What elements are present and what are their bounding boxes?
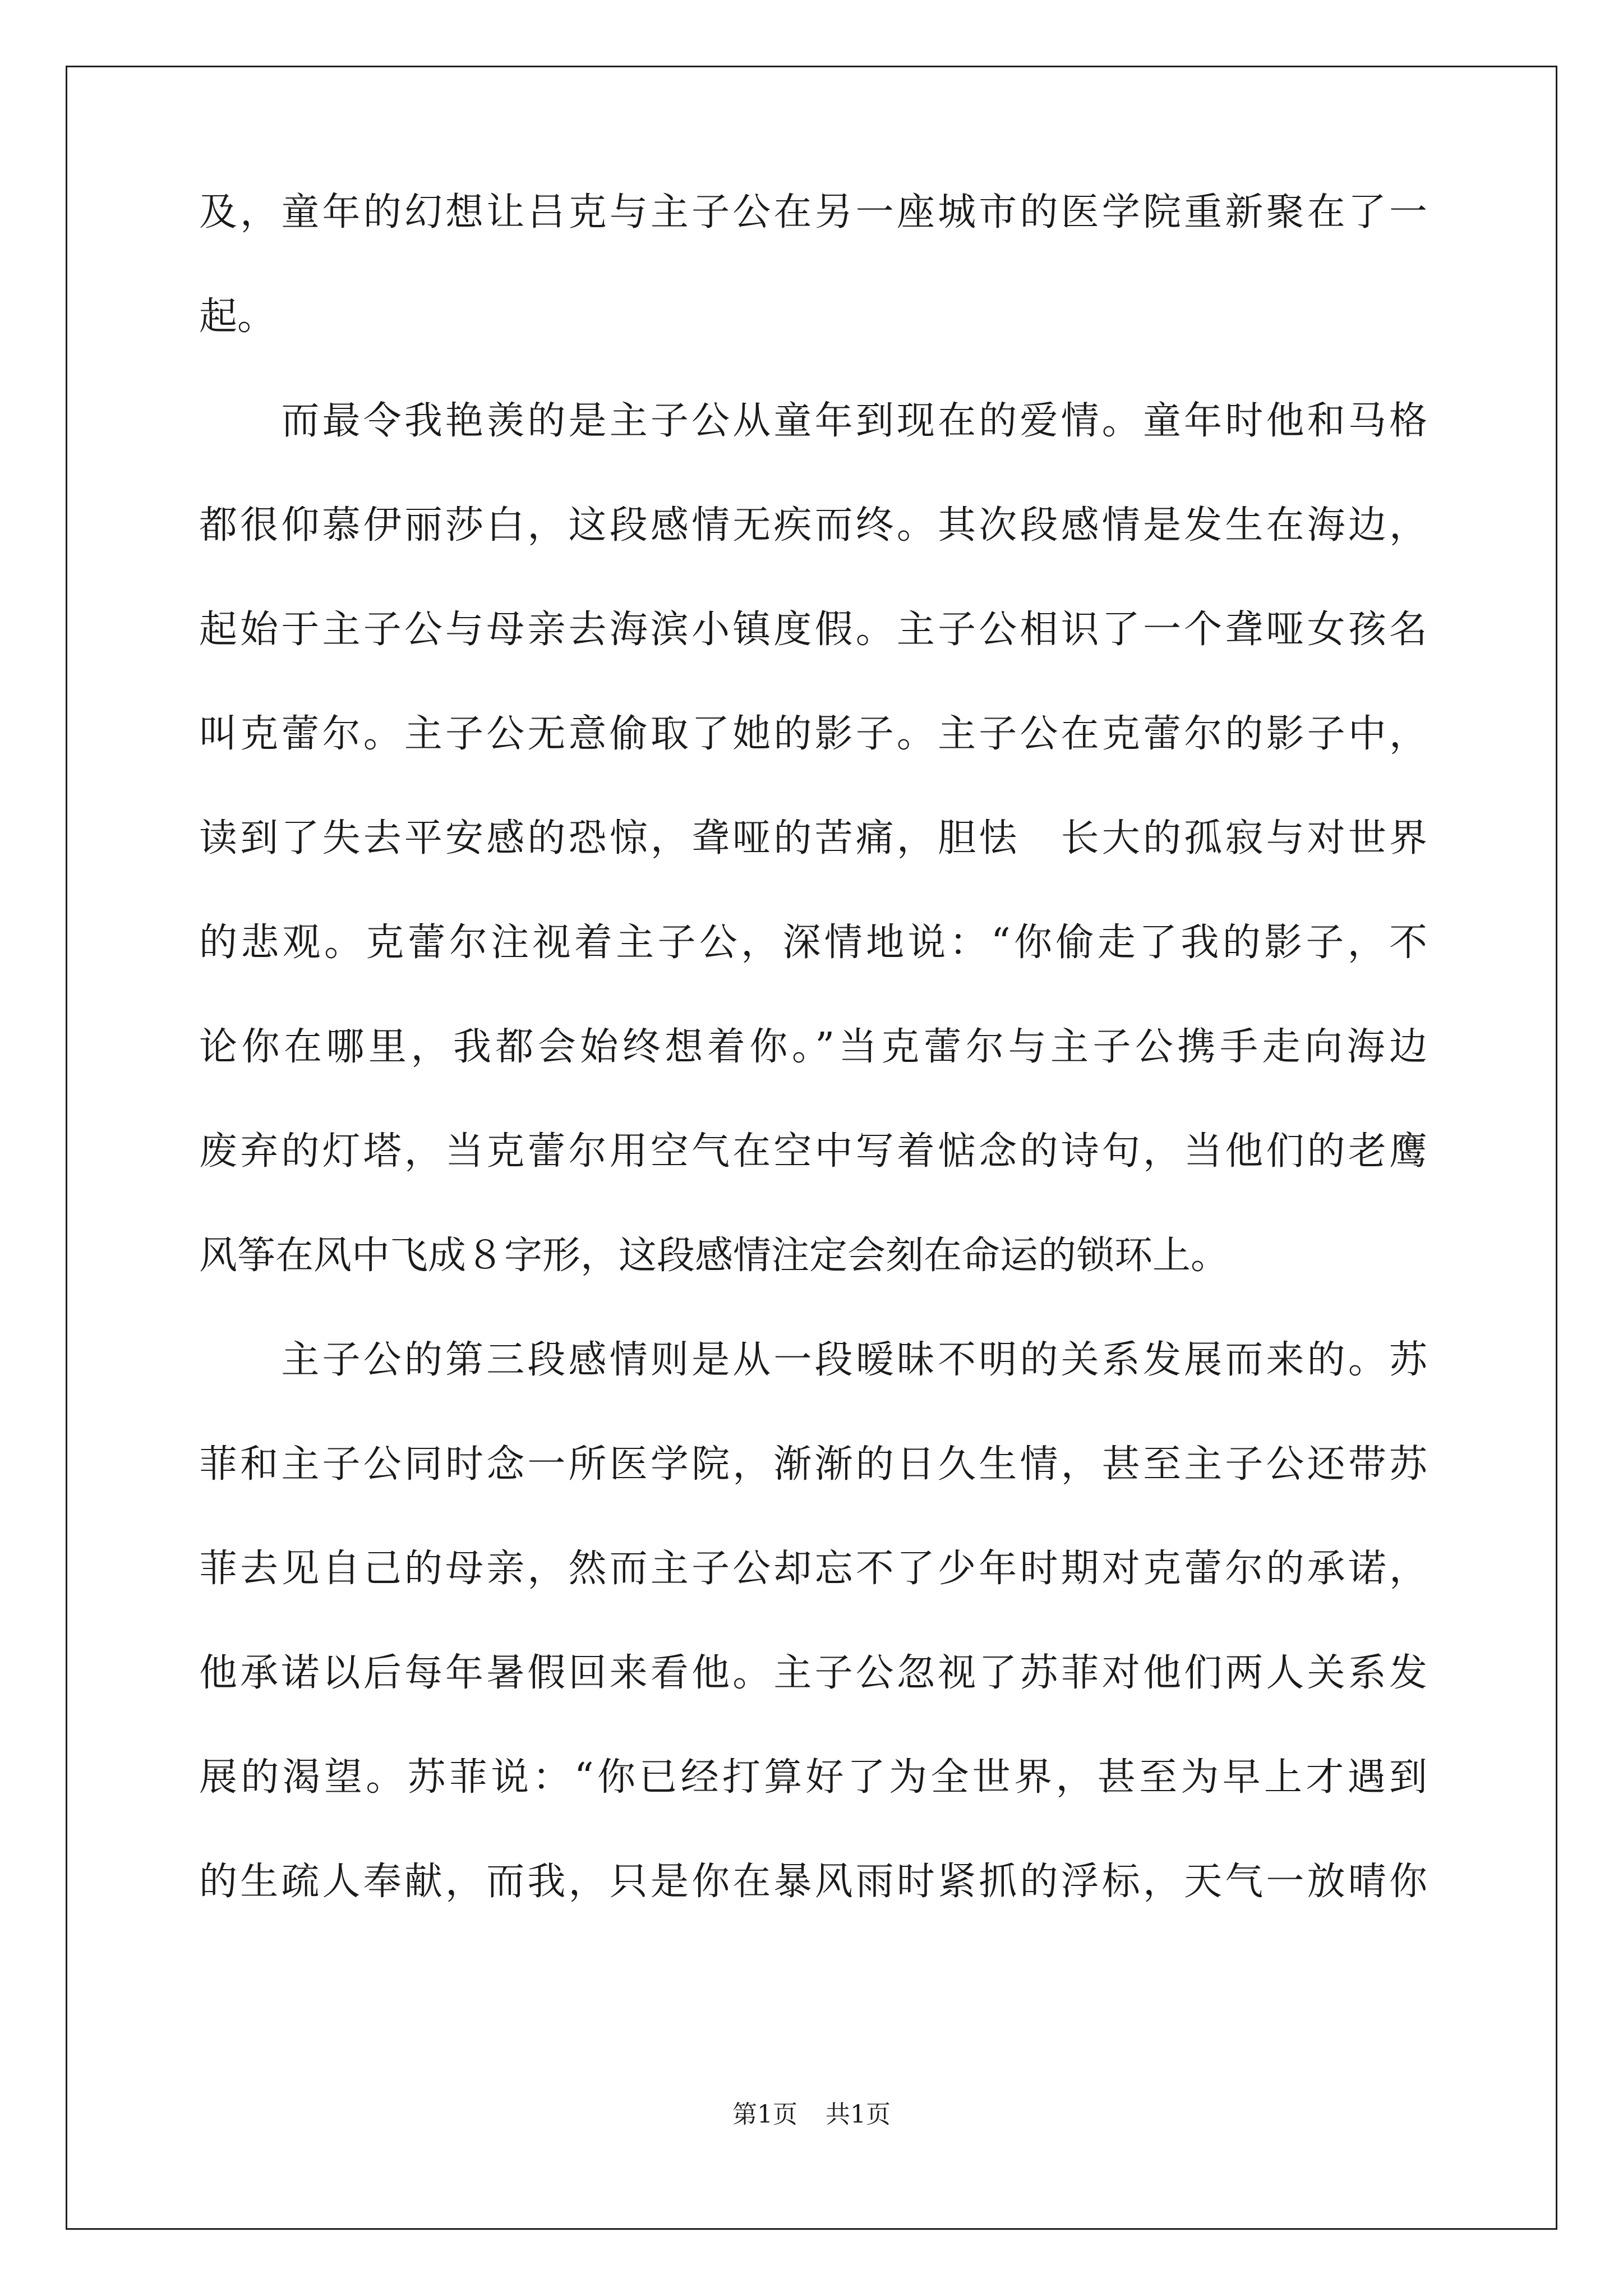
text-line: 废弃的灯塔，当克蕾尔用空气在空中写着惦念的诗句，当他们的老鹰 [199, 1129, 1427, 1174]
text-line: 及，童年的幻想让吕克与主子公在另一座城市的医学院重新聚在了一 [199, 190, 1427, 234]
page-footer [0, 2098, 1623, 2132]
text-line: 论你在哪里，我都会始终想着你。”当克蕾尔与主子公携手走向海边 [199, 1025, 1427, 1069]
text-line: 而最令我艳羡的是主子公从童年到现在的爱情。童年时他和马格 [199, 399, 1427, 443]
text-line: 主子公的第三段感情则是从一段暧昧不明的关系发展而来的。苏 [199, 1338, 1427, 1382]
text-line: 的悲观。克蕾尔注视着主子公，深情地说：“你偷走了我的影子，不 [199, 921, 1427, 965]
text-line: 起始于主子公与母亲去海滨小镇度假。主子公相识了一个聋哑女孩名 [199, 608, 1427, 652]
text-line: 他承诺以后每年暑假回来看他。主子公忽视了苏菲对他们两人关系发 [199, 1651, 1427, 1695]
page-number: 第1页 [732, 2100, 797, 2129]
document-body [199, 185, 1427, 1910]
text-line: 起。 [199, 295, 276, 339]
text-line: 的生疏人奉献，而我，只是你在暴风雨时紧抓的浮标，天气一放晴你 [199, 1860, 1427, 1904]
page-total: 共1页 [826, 2100, 891, 2129]
text-line: 展的渴望。苏菲说：“你已经打算好了为全世界，甚至为早上才遇到 [199, 1755, 1427, 1800]
text-line: 菲和主子公同时念一所医学院，渐渐的日久生情，甚至主子公还带苏 [199, 1442, 1427, 1487]
text-line: 读到了失去平安感的恐惊，聋哑的苦痛，胆怯 长大的孤寂与对世界 [199, 816, 1427, 861]
text-line: 菲去见自己的母亲，然而主子公却忘不了少年时期对克蕾尔的承诺， [199, 1547, 1427, 1591]
text-line: 叫克蕾尔。主子公无意偷取了她的影子。主子公在克蕾尔的影子中， [199, 712, 1427, 756]
text-line: 风筝在风中飞成８字形，这段感情注定会刻在命运的锁环上。 [199, 1234, 1229, 1278]
text-line: 都很仰慕伊丽莎白，这段感情无疾而终。其次段感情是发生在海边， [199, 503, 1427, 547]
